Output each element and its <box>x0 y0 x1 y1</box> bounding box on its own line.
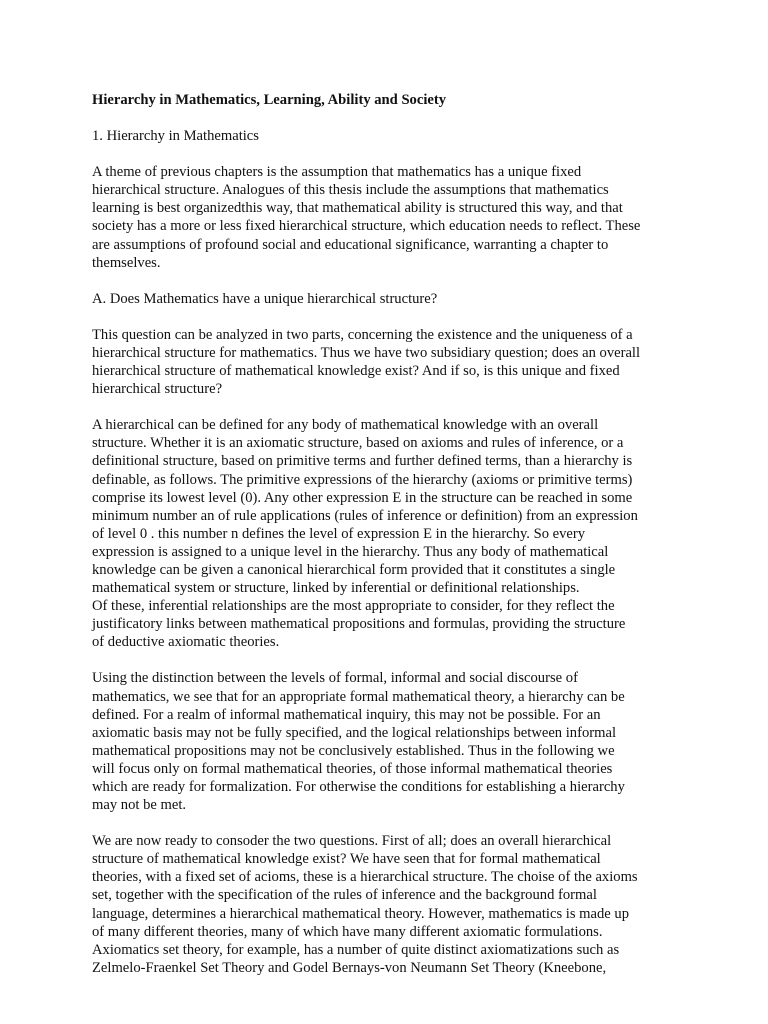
text-line: structure. Whether it is an axiomatic structure, based on axioms and rules of inference, or a <box>92 435 624 452</box>
text-line: mathematical system or structure, linked by inferential or definitional relationships. <box>92 580 580 597</box>
text-line: hierarchical structure? <box>92 381 223 398</box>
text-line: Using the distinction between the levels of formal, informal and social discourse of <box>92 670 578 687</box>
document-page <box>92 91 682 977</box>
text-line: which are ready for formalization. For otherwise the conditions for establishing a hierarchy <box>92 779 625 795</box>
text-line: We are now ready to consoder the two questions. First of all; does an overall hierarchical <box>92 833 612 850</box>
text-line: language, determines a hierarchical mathematical theory. However, mathematics is made up <box>92 905 629 922</box>
text-line: theories, with a fixed set of acioms, these is a hierarchical structure. The choise of the axioms <box>92 869 638 886</box>
text-line: hierarchical structure for mathematics. Thus we have two subsidiary question; does an overall <box>92 344 641 361</box>
text-line: Axiomatics set theory, for example, has a number of quite distinct axiomatizations such as <box>92 941 620 958</box>
text-line: of deductive axiomatic theories. <box>92 634 280 651</box>
text-line: minimum number an of rule applications (rules of inference or definition) from an expression <box>92 507 638 524</box>
text-line: knowledge can be given a canonical hierarchical form provided that it constitutes a single <box>92 561 616 578</box>
text-line: may not be met. <box>92 797 187 814</box>
text-line: A hierarchical can be defined for any body of mathematical knowledge with an overall <box>92 417 599 434</box>
text-line: hierarchical structure of mathematical knowledge exist? And if so, is this unique and fixed <box>92 363 620 380</box>
text-line: axiomatic basis may not be fully specified, and the logical relationships between informal <box>92 724 617 741</box>
paragraph-intro <box>92 163 682 272</box>
text-line: justificatory links between mathematical propositions and formulas, providing the structure <box>92 616 626 633</box>
text-line: This question can be analyzed in two parts, concerning the existence and the uniqueness of a <box>92 326 633 343</box>
paragraph-discourse <box>92 669 682 814</box>
text-line: defined. For a realm of informal mathematical inquiry, this may not be possible. For an <box>92 706 601 723</box>
text-line: expression is assigned to a unique level in the hierarchy. Thus any body of mathematical <box>92 543 609 560</box>
section-heading: 1. Hierarchy in Mathematics <box>92 128 259 145</box>
text-line: mathematical propositions may not be conclusively established. Thus in the following we <box>92 742 615 759</box>
text-line: definable, as follows. The primitive expressions of the hierarchy (axioms or primitive terms) <box>92 471 633 488</box>
text-line: comprise its lowest level (0). Any other expression E in the structure can be reached in some <box>92 489 633 506</box>
document-title: Hierarchy in Mathematics, Learning, Ability and Society <box>92 92 447 108</box>
text-line: of level 0 . this number n defines the level of expression E in the hierarchy. So every <box>92 525 586 542</box>
text-line: learning is best organizedthis way, that mathematical ability is structured this way, and that <box>92 200 623 217</box>
text-line: society has a more or less fixed hierarchical structure, which education needs to reflect. These <box>92 218 641 235</box>
text-line: definitional structure, based on primitive terms and further defined terms, than a hierarchy is <box>92 453 633 470</box>
text-line: set, together with the specification of the rules of inference and the background formal <box>92 887 597 904</box>
text-line: structure of mathematical knowledge exist? We have seen that for formal mathematical <box>92 851 601 868</box>
text-line: hierarchical structure. Analogues of this thesis include the assumptions that mathematics <box>92 182 609 199</box>
text-line: A theme of previous chapters is the assumption that mathematics has a unique fixed <box>92 164 582 181</box>
text-line: of many different theories, many of which have many different axiomatic formulations. <box>92 923 603 940</box>
text-line: Zelmelo-Fraenkel Set Theory and Godel Bernays-von Neumann Set Theory (Kneebone, <box>92 959 607 976</box>
paragraph-question <box>92 326 682 398</box>
text-line: Of these, inferential relationships are the most appropriate to consider, for they reflect the <box>92 598 615 615</box>
text-line: A. Does Mathematics have a unique hierarchical structure? <box>92 290 438 307</box>
text-line: themselves. <box>92 254 161 271</box>
paragraph-two-questions <box>92 832 682 977</box>
paragraph-definition <box>92 416 682 651</box>
text-line: are assumptions of profound social and educational significance, warranting a chapter to <box>92 236 609 253</box>
text-line: mathematics, we see that for an appropriate formal mathematical theory, a hierarchy can be <box>92 688 625 705</box>
text-line: will focus only on formal mathematical theories, of those informal mathematical theories <box>92 760 613 777</box>
subsection-heading <box>92 290 682 308</box>
